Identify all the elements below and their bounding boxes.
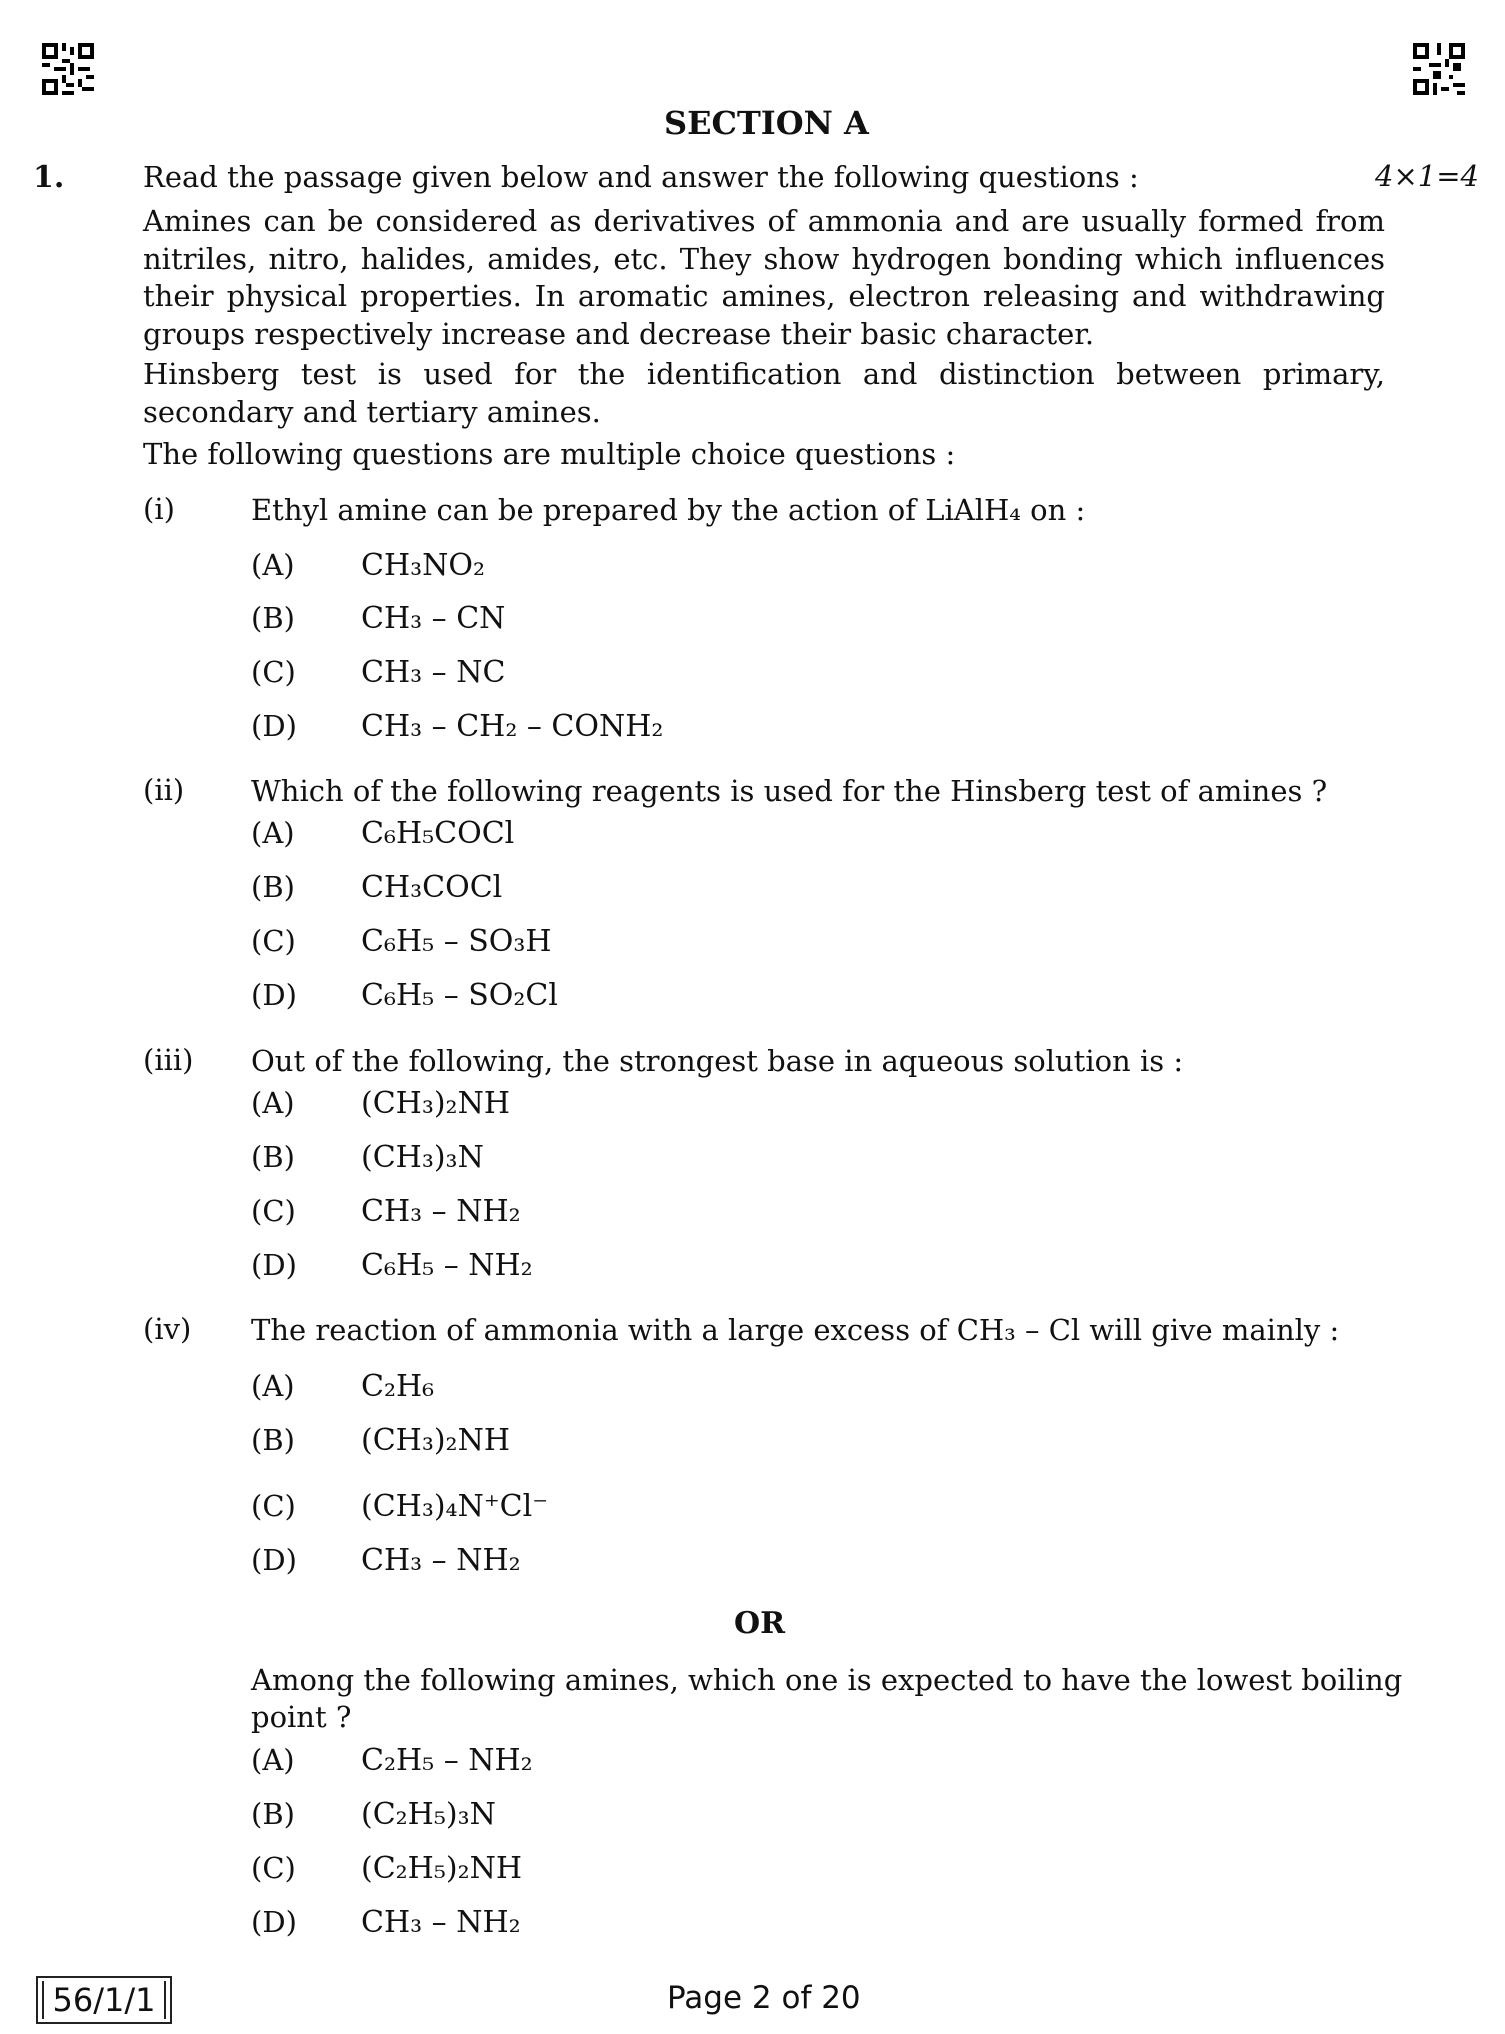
- option-value: C₆H₅ – NH₂: [361, 1248, 533, 1283]
- option-value: CH₃COCl: [361, 870, 503, 905]
- subquestion-number: (ii): [143, 773, 185, 807]
- qr-code-left-icon: [42, 43, 94, 95]
- subquestion-text: The reaction of ammonia with a large excess of CH₃ – Cl will give mainly :: [251, 1313, 1340, 1347]
- qr-code-right-icon: [1413, 43, 1465, 95]
- passage-paragraph-1: Amines can be considered as derivatives of ammonia and are usually formed from nitriles, nitro, halides, amides, etc. They show hydrogen bonding which influences their physical properties. In aromatic amines, electron releasing and withdrawing groups respectively increase and decrease their basic character.: [143, 204, 1385, 351]
- option-label: (A): [251, 548, 295, 582]
- option-label: (C): [251, 1194, 296, 1228]
- option-value: (C₂H₅)₃N: [361, 1797, 496, 1832]
- option-value: (CH₃)₂NH: [361, 1086, 510, 1121]
- option-label: (B): [251, 601, 295, 635]
- option-label: (D): [251, 1905, 297, 1939]
- page-number: Page 2 of 20: [667, 1980, 861, 2016]
- option-value: CH₃ – NC: [361, 655, 506, 690]
- option-value: (CH₃)₄N⁺Cl⁻: [361, 1489, 549, 1524]
- option-value: C₂H₅ – NH₂: [361, 1743, 533, 1778]
- alternate-question-text-continued: point ?: [251, 1700, 352, 1734]
- option-label: (C): [251, 655, 296, 689]
- option-value: C₆H₅COCl: [361, 816, 515, 851]
- option-label: (B): [251, 1423, 295, 1457]
- question-marks: 4×1=4: [1375, 159, 1479, 193]
- option-label: (D): [251, 1543, 297, 1577]
- option-value: CH₃ – NH₂: [361, 1905, 521, 1940]
- section-title: SECTION A: [664, 104, 869, 142]
- option-label: (B): [251, 1797, 295, 1831]
- subquestion-number: (iii): [143, 1043, 194, 1077]
- option-value: CH₃ – CH₂ – CONH₂: [361, 709, 664, 744]
- option-label: (C): [251, 1489, 296, 1523]
- option-value: CH₃ – CN: [361, 601, 506, 636]
- option-label: (B): [251, 870, 295, 904]
- option-value: C₆H₅ – SO₂Cl: [361, 978, 558, 1013]
- option-value: (C₂H₅)₂NH: [361, 1851, 523, 1886]
- subquestion-text: Ethyl amine can be prepared by the action of LiAlH₄ on :: [251, 493, 1086, 527]
- subquestion-number: (i): [143, 492, 175, 526]
- option-label: (C): [251, 1851, 296, 1885]
- option-value: (CH₃)₃N: [361, 1140, 484, 1175]
- option-label: (A): [251, 816, 295, 850]
- option-label: (A): [251, 1086, 295, 1120]
- passage-paragraph-2: Hinsberg test is used for the identification and distinction between primary, secondary and tertiary amines.: [143, 357, 1385, 429]
- option-label: (A): [251, 1369, 295, 1403]
- option-label: (D): [251, 1248, 297, 1282]
- subquestion-number: (iv): [143, 1312, 192, 1346]
- option-value: CH₃ – NH₂: [361, 1543, 521, 1578]
- qr-code-right: [1413, 43, 1465, 95]
- option-label: (B): [251, 1140, 295, 1174]
- option-label: (C): [251, 924, 296, 958]
- subquestion-text: Which of the following reagents is used for the Hinsberg test of amines ?: [251, 774, 1328, 808]
- option-value: C₆H₅ – SO₃H: [361, 924, 552, 959]
- alternate-question-text: Among the following amines, which one is expected to have the lowest boiling: [251, 1663, 1403, 1697]
- option-value: CH₃ – NH₂: [361, 1194, 521, 1229]
- option-value: C₂H₆: [361, 1369, 435, 1404]
- option-value: CH₃NO₂: [361, 548, 486, 583]
- subquestion-text: Out of the following, the strongest base in aqueous solution is :: [251, 1044, 1184, 1078]
- option-label: (D): [251, 978, 297, 1012]
- option-label: (A): [251, 1743, 295, 1777]
- mcq-note: The following questions are multiple choice questions :: [143, 437, 956, 471]
- option-label: (D): [251, 709, 297, 743]
- option-value: (CH₃)₂NH: [361, 1423, 510, 1458]
- qr-code-left: [42, 43, 94, 95]
- question-number: 1.: [33, 160, 65, 195]
- question-instruction: Read the passage given below and answer the following questions :: [143, 160, 1139, 194]
- or-separator: OR: [734, 1606, 786, 1641]
- paper-code: 56/1/1: [36, 1976, 172, 2024]
